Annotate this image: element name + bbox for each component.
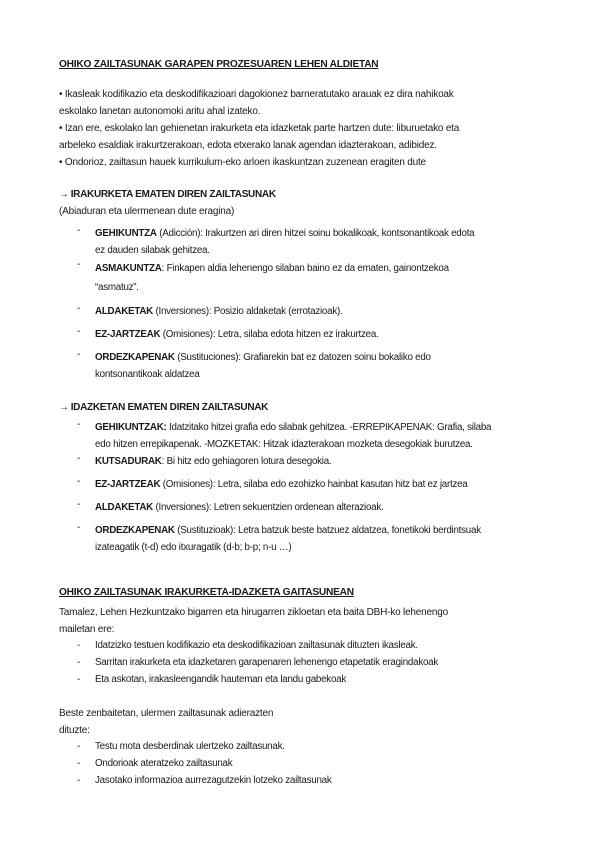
reading-heading [59, 189, 276, 200]
writing-heading-text: IDAZKETAN EMATEN DIREN ZAILTASUNAK [70, 402, 269, 413]
dash-bullet: - [77, 741, 81, 752]
term: ASMAKUNTZA [95, 263, 162, 274]
dash-bullet: - [77, 225, 81, 236]
dash-bullet: - [77, 640, 81, 651]
term: GEHIKUNTZAK: [95, 422, 167, 433]
dash-bullet: - [77, 775, 81, 786]
dash-bullet: - [77, 349, 81, 360]
arrow-icon: → [59, 189, 69, 200]
section1-bullet-line: • Izan ere, eskolako lan gehienetan irakurketa eta idazketak parte hartzen dute: liburuetako eta [59, 123, 460, 134]
term: ALDAKETAK [95, 306, 153, 317]
dash-bullet: - [77, 259, 81, 270]
section2-intro-line: Tamalez, Lehen Hezkuntzako bigarren eta hirugarren zikloetan eta baita DBH-ko lehenengo [59, 607, 448, 618]
section1-bullet-line: eskolako lanetan autonomoki aritu ahal izateko. [59, 106, 261, 117]
term: EZ-JARTZEAK [95, 479, 161, 490]
term: EZ-JARTZEAK [95, 329, 161, 340]
dash-bullet: - [77, 657, 81, 668]
section1-bullet-line: • Ondorioz, zailtasun hauek kurrikulum-eko arloen ikaskuntzan zuzenean eragiten dute [59, 157, 426, 168]
section1-title: OHIKO ZAILTASUNAK GARAPEN PROZESUAREN LEHEN ALDIETAN [59, 59, 379, 70]
term: ORDEZKAPENAK [95, 525, 175, 536]
dash-bullet: - [77, 522, 81, 533]
dash-bullet: - [77, 499, 81, 510]
dash-bullet: - [77, 303, 81, 314]
section2-intro2-line: dituzte: [59, 725, 90, 736]
arrow-icon: → [59, 402, 69, 413]
section2-intro2-line: Beste zenbaitetan, ulermen zailtasunak adierazten [59, 708, 274, 719]
section1-bullet-line: arbeleko esaldiak irakurtzerakoan, edota etxerako lanak agendan idazterakoan, adibidez. [59, 140, 437, 151]
document-page: OHIKO ZAILTASUNAK GARAPEN PROZESUAREN LEHEN ALDIETAN • Ikasleak kodifikazio eta deskodifikazioari dagokionez barneratutako arauak ez dira nahikoak eskolako lanetan autonomoki aritu ahal izateko. • Izan ere, eskolako lan gehienetan irakurketa eta idazketak parte hartzen dute: liburuetako eta arbeleko esaldiak irakurtzerakoan, edota etxerako lanak agendan idazterakoan, adibidez. • Ondorioz, zailtasun hauek kurrikulum-eko arloen ikaskuntzan zuzenean eragiten dute → IRAKURKETA EMATEN DIREN ZAILTASUNAK (Abiaduran eta ulermenean dute eragina) - GEHIKUNTZA (Adicción): Irakurtzen ari diren hitzei soinu bokalikoak, kontsonantikoak edota ez dauden silabak gehitzea. - ASMAKUNTZA: Finkapen aldia lehenengo silaban baino ez da ematen, gainontzekoa “asmatuz”. - ALDAKETAK (Inversiones): Posizio aldaketak (errotazioak). - EZ-JARTZEAK (Omisiones): Letra, silaba edota hitzen ez irakurtzea. - ORDEZKAPENAK (Sustituciones): Grafiarekin bat ez datozen soinu bokaliko edo kontsonantikoak aldatzea → IDAZKETAN EMATEN DIREN ZAILTASUNAK - GEHIKUNTZAK: Idatzitako hitzei grafia edo silabak gehitzea. -ERREPIKAPENAK: Grafia, silaba edo hitzen errepikapenak. -MOZKETAK: Hitzak idazterakoan mozketa desegokiak burutzea. - KUTSADURAK: Bi hitz edo gehiagoren lotura desegokia. - EZ-JARTZEAK (Omisiones): Letra, silaba edo ezohizko hainbat kasutan hitz bat ez jartzea - ALDAKETAK (Inversiones): Letren sekuentzien ordenean alterazioak. - ORDEZKAPENAK (Sustituzioak): Letra batzuk beste batzuez aldatzea, fonetikoki berdintsuak izateagatik (t-d) edo itxuragatik (d-b; b-p; n-u …) OHIKO ZAILTASUNAK IRAKURKETA-IDAZKETA GAITASUNEAN Tamalez, Lehen Hezkuntzako bigarren eta hirugarren zikloetan eta baita DBH-ko lehenengo mailetan ere: - Idatzizko testuen kodifikazio eta deskodifikazioan zailtasunak dituzten ikasleak. - Sarritan irakurketa eta idazketaren garapenaren lehenengo etapetatik eragindakoak - Eta askotan, irakasleengandik hauteman eta landu gabekoak Beste zenbaitetan, ulermen zailtasunak adierazten dituzte: - Testu mota desberdinak ulertzeko zailtasunak. - Ondorioak ateratzeko zailtasunak - Jasotako informazioa aurrezagutzekin lotzeko zailtasunak [59, 59, 492, 786]
dash-bullet: - [77, 326, 81, 337]
section2-title: OHIKO ZAILTASUNAK IRAKURKETA-IDAZKETA GAITASUNEAN [59, 587, 354, 598]
term: ALDAKETAK [95, 502, 153, 513]
reading-heading-text: IRAKURKETA EMATEN DIREN ZAILTASUNAK [70, 189, 276, 200]
dash-bullet: - [77, 758, 81, 769]
reading-subtitle: (Abiaduran eta ulermenean dute eragina) [59, 206, 235, 217]
term: KUTSADURAK [95, 456, 162, 467]
term: GEHIKUNTZA [95, 228, 157, 239]
dash-bullet: - [77, 674, 81, 685]
term: ORDEZKAPENAK [95, 352, 175, 363]
section2-intro-line: mailetan ere: [59, 624, 115, 635]
writing-heading [59, 402, 268, 413]
dash-bullet: - [77, 419, 81, 430]
section1-bullet-line: • Ikasleak kodifikazio eta deskodifikazioari dagokionez barneratutako arauak ez dira nahikoak [59, 89, 454, 100]
dash-bullet: - [77, 453, 81, 464]
dash-bullet: - [77, 476, 81, 487]
